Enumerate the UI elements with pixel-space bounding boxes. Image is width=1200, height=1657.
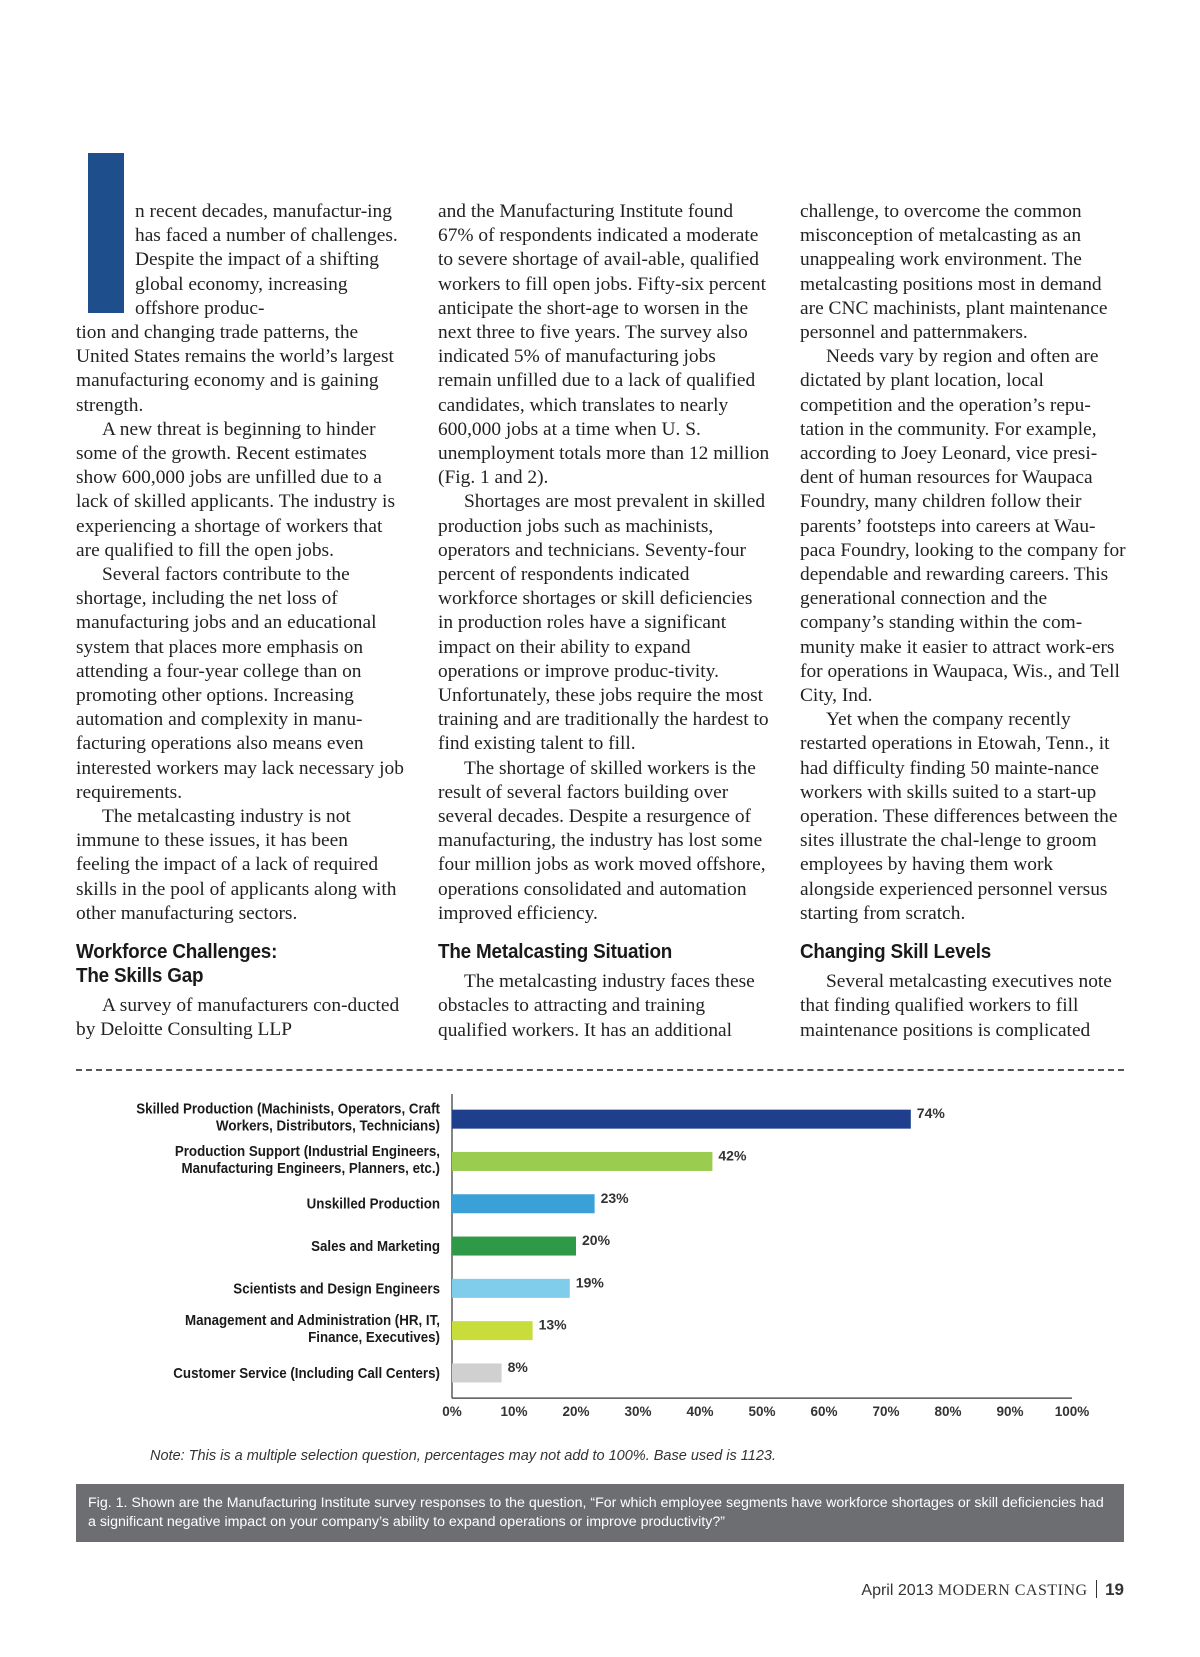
- article-column-3: [800, 200, 1130, 1043]
- category-label: Workers, Distributors, Technicians): [216, 1117, 440, 1134]
- x-tick-label: 50%: [748, 1404, 776, 1420]
- x-tick-label: 70%: [872, 1404, 900, 1420]
- category-label: Production Support (Industrial Engineers,: [174, 1142, 440, 1160]
- section-heading: Changing Skill Levels: [800, 940, 992, 964]
- bar-5: [452, 1321, 533, 1340]
- dashed-divider: [76, 1069, 1124, 1071]
- category-label: Skilled Production (Machinists, Operators, Craft: [136, 1100, 440, 1117]
- bar-value-label: 8%: [507, 1358, 528, 1375]
- bar-2: [452, 1194, 595, 1213]
- bar-value-label: 20%: [582, 1232, 611, 1249]
- x-tick-label: 100%: [1054, 1404, 1090, 1420]
- paragraph-continuation: tion and changing trade patterns, the United States remains the world’s largest manufacturing economy and is gaining strength.: [76, 322, 394, 416]
- category-label: Scientists and Design Engineers: [233, 1279, 440, 1297]
- article-paragraph: Several metalcasting executives note that finding qualified workers to fill maintenance positions is complicated: [800, 971, 1112, 1041]
- publication-name: MODERN CASTING: [937, 1582, 1088, 1599]
- section-heading: [76, 940, 380, 988]
- article-paragraph: A survey of manufacturers con-ducted by Deloitte Consulting LLP: [76, 995, 400, 1041]
- article-column-1: [76, 200, 406, 1043]
- page-footer: [861, 1580, 1124, 1600]
- bar-0: [452, 1110, 911, 1129]
- footer-divider: [1096, 1580, 1098, 1598]
- bar-chart: [76, 1090, 1124, 1470]
- category-label: Manufacturing Engineers, Planners, etc.): [181, 1159, 440, 1177]
- article-paragraph: The shortage of skilled workers is the result of several factors building over several decades. Despite a resurgence of manufacturing, the industry has lost some four million jobs as work moved offshore, operations consolidated and automation improved efficiency.: [438, 757, 766, 924]
- x-tick-label: 80%: [934, 1404, 962, 1420]
- bar-value-label: 74%: [916, 1105, 945, 1122]
- x-tick-label: 20%: [562, 1404, 590, 1420]
- section-heading: The Metalcasting Situation: [438, 940, 673, 964]
- drop-cap-wrapped-text: n recent decades, manufactur-ing has faced a number of challenges. Despite the impact of a shifting global economy, increasing offshore produc-: [135, 201, 398, 319]
- article-paragraph: and the Manufacturing Institute found 67% of respondents indicated a moderate to severe shortage of avail-able, qualified workers to fill open jobs. Fifty-six percent anticipate the short-age to worsen in the next three to five years. The survey also indicated 5% of manufacturing jobs remain unfilled due to a lack of qualified candidates, which translates to nearly 600,000 jobs at a time when U. S. unemployment totals more than 12 million (Fig. 1 and 2).: [438, 201, 770, 489]
- page-number: 19: [1105, 1580, 1124, 1599]
- category-label: Customer Service (Including Call Centers): [173, 1364, 441, 1382]
- chart-note: Note: This is a multiple selection question, percentages may not add to 100%. Base used is 1123.: [150, 1448, 777, 1464]
- x-tick-label: 10%: [500, 1404, 528, 1420]
- article-paragraph: A new threat is beginning to hinder some of the growth. Recent estimates show 600,000 jobs are unfilled due to a lack of skilled applicants. The industry is experiencing a shortage of workers that are qualified to fill the open jobs.: [76, 418, 395, 561]
- bar-chart-svg: [76, 1090, 1124, 1450]
- article-paragraph: The metalcasting industry faces these obstacles to attracting and training qualified workers. It has an additional: [438, 971, 755, 1041]
- x-tick-label: 60%: [810, 1404, 838, 1420]
- bar-4: [452, 1279, 570, 1298]
- section-heading-line: Workforce Challenges:: [76, 940, 278, 964]
- category-label: Finance, Executives): [308, 1328, 440, 1346]
- category-label: Management and Administration (HR, IT,: [184, 1311, 440, 1329]
- x-tick-label: 0%: [442, 1404, 462, 1420]
- bar-value-label: 23%: [600, 1189, 629, 1206]
- x-tick-label: 40%: [686, 1404, 714, 1420]
- article-paragraph: Shortages are most prevalent in skilled production jobs such as machinists, operators and technicians. Seventy-four percent of respondents indicated workforce shortages or skill deficiencies in production roles have a significant impact on their ability to expand operations or improve produc-tivity. Unfortunately, these jobs require the most training and are traditionally the hardest to find existing talent to fill.: [438, 491, 769, 755]
- article-column-2: [438, 200, 772, 1043]
- bar-3: [452, 1237, 576, 1256]
- issue-date: April 2013: [861, 1582, 934, 1599]
- bar-value-label: 42%: [718, 1147, 747, 1164]
- figure-caption: Fig. 1. Shown are the Manufacturing Institute survey responses to the question, “For which employee segments have workforce shortages or skill deficiencies had a significant negative impact on your company’s ability to expand operations or improve productivity?”: [76, 1484, 1124, 1542]
- article-paragraph: [76, 200, 406, 418]
- bar-6: [452, 1363, 502, 1382]
- category-label: Sales and Marketing: [311, 1237, 440, 1255]
- bar-1: [452, 1152, 712, 1171]
- category-label: Unskilled Production: [306, 1195, 440, 1212]
- article-paragraph: challenge, to overcome the common misconception of metalcasting as an unappealing work environment. The metalcasting positions most in demand are CNC machinists, plant maintenance personnel and patternmakers.: [800, 201, 1108, 344]
- article-paragraph: Needs vary by region and often are dictated by plant location, local competition and the operation’s repu-tation in the community. For example, according to Joey Leonard, vice presi-dent of human resources for Waupaca Foundry, many children follow their parents’ footsteps into careers at Wau-paca Foundry, looking to the company for dependable and rewarding careers. This generational connection and the company’s standing within the com-munity make it easier to attract work-ers for operations in Waupaca, Wis., and Tell City, Ind.: [800, 346, 1126, 707]
- article-paragraph: Several factors contribute to the shortage, including the net loss of manufacturing jobs and an educational system that places more emphasis on attending a four-year college than on promoting other options. Increasing automation and complexity in manu-facturing operations also means even interested workers may lack necessary job requirements.: [76, 564, 404, 803]
- article-paragraph: The metalcasting industry is not immune to these issues, it has been feeling the impact of a lack of required skills in the pool of applicants along with other manufacturing sectors.: [76, 806, 397, 924]
- x-tick-label: 30%: [624, 1404, 652, 1420]
- x-tick-label: 90%: [996, 1404, 1024, 1420]
- article-paragraph: Yet when the company recently restarted operations in Etowah, Tenn., it had difficulty finding 50 mainte-nance workers with skills suited to a start-up operation. These differences between the sites illustrate the chal-lenge to groom employees by having them work alongside experienced personnel versus starting from scratch.: [800, 709, 1118, 924]
- bar-value-label: 19%: [575, 1274, 604, 1291]
- section-heading-line: The Skills Gap: [76, 964, 204, 988]
- bar-value-label: 13%: [538, 1316, 567, 1333]
